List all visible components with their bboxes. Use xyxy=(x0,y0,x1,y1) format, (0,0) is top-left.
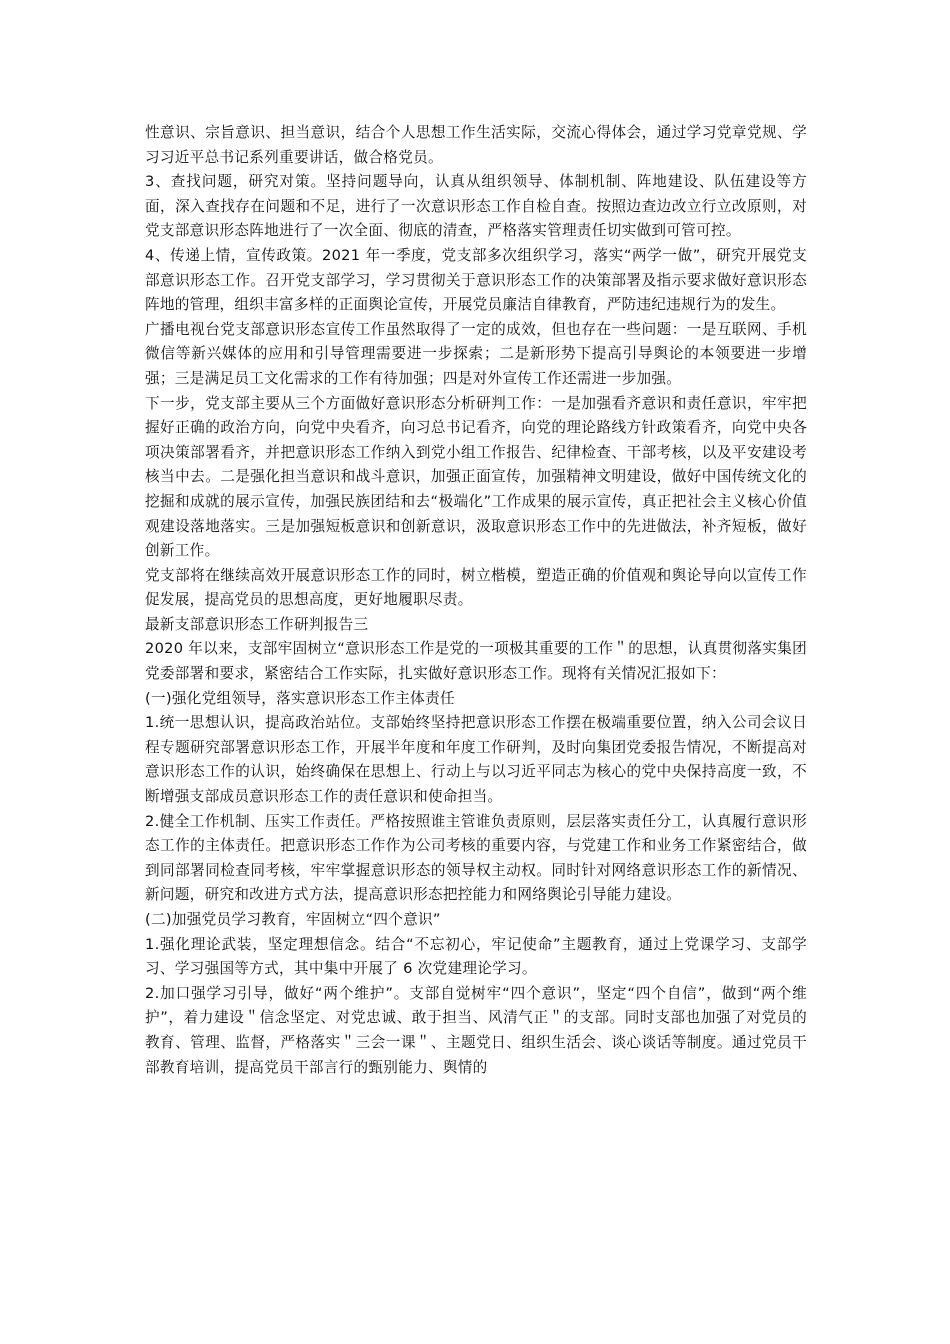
paragraph-existing-problems: 广播电视台党支部意识形态宣传工作虽然取得了一定的成效，但也存在一些问题：一是互联网、手机微信等新兴媒体的应用和引导管理需要进一步探索；二是新形势下提高引导舆论的本领要进一步增强；三是满足员工文化需求的工作有待加强；四是对外宣传工作还需进一步加强。 xyxy=(145,320,807,387)
paragraph-unify-thinking: 1.统一思想认识，提高政治站位。支部始终坚持把意识形态工作摆在极端重要位置，纳入公司会议日程专题研究部署意识形态工作，开展半年度和年度工作研判，及时向集团党委报告情况，不断提高对意识形态工作的认识，始终确保在思想上、行动上与以习近平同志为核心的党中央保持高度一致，不断增强支部成员意识形态工作的责任意识和使命担当。 xyxy=(145,714,807,806)
paragraph-next-steps: 下一步，党支部主要从三个方面做好意识形态分析研判工作：一是加强看齐意识和责任意识，牢牢把握好正确的政治方向，向党中央看齐，向习总书记看齐，向党的理论路线方针政策看齐，向党中央各项决策部署看齐，并把意识形态工作纳入到党小组工作报告、纪律检查、干部考核，以及平安建设考核当中去。二是强化担当意识和战斗意识，加强正面宣传，加强精神文明建设，做好中国传统文化的挖掘和成就的展示宣传，加强民族团结和去“极端化”工作成果的展示宣传，真正把社会主义核心价值观建设落地落实。三是加强短板意识和创新意识，汲取意识形态工作中的先进做法，补齐短板，做好创新工作。 xyxy=(145,394,807,560)
section-heading-one: (一)强化党组领导，落实意识形态工作主体责任 xyxy=(145,689,455,707)
paragraph-theory-study: 1.强化理论武装，坚定理想信念。结合“不忘初心，牢记使命”主题教育，通过上党课学习、支部学习、学习强国等方式，其中集中开展了 6 次党建理论学习。 xyxy=(145,935,807,978)
paragraph-publicize-policy: 4、传递上情，宣传政策。2021 年一季度，党支部多次组织学习，落实“两学一做”，研究开展党支部意识形态工作。召开党支部学习，学习贯彻关于意识形态工作的决策部署及指示要求做好意识形态阵地的管理，组织丰富多样的正面舆论宣传，开展党员廉洁自律教育，严防违纪违规行为的发生。 xyxy=(145,246,807,314)
paragraph-report-intro: 2020 年以来，支部牢固树立“意识形态工作是党的一项极其重要的工作＂的思想，认真贯彻落实集团党委部署和要求，紧密结合工作实际，扎实做好意识形态工作。现将有关情况汇报如下： xyxy=(145,640,807,683)
paragraph-conclusion: 党支部将在继续高效开展意识形态工作的同时，树立楷模，塑造正确的价值观和舆论导向以宣传工作促发展，提高党员的思想高度，更好地履职尽责。 xyxy=(145,566,807,609)
paragraph-party-awareness: 性意识、宗旨意识、担当意识，结合个人思想工作生活实际，交流心得体会，通过学习党章党规、学习习近平总书记系列重要讲话，做合格党员。 xyxy=(145,124,807,166)
paragraph-find-problems: 3、查找问题，研究对策。坚持问题导向，认真从组织领导、体制机制、阵地建设、队伍建设等方面，深入查找存在问题和不足，进行了一次意识形态工作自检自查。按照边查边改立行立改原则，对党支部意识形态阵地进行了一次全面、彻底的清查，严格落实管理责任切实做到可管可控。 xyxy=(145,173,807,240)
section-heading-two: (二)加强党员学习教育，牢固树立“四个意识” xyxy=(145,911,441,928)
report-three-title: 最新支部意识形态工作研判报告三 xyxy=(145,615,369,633)
document-page xyxy=(145,121,807,1080)
paragraph-work-mechanism: 2.健全工作机制、压实工作责任。严格按照谁主管谁负责原则，层层落实责任分工，认真履行意识形态工作的主体责任。把意识形态工作作为公司考核的重要内容，与党建工作和业务工作紧密结合，做到同部署同检查同考核，牢牢掌握意识形态的领导权主动权。同时针对网络意识形态工作的新情况、新问题，研究和改进方式方法，提高意识形态把控能力和网络舆论引导能力建设。 xyxy=(145,812,807,904)
paragraph-study-guidance: 2.加口强学习引导，做好“两个维护”。支部自觉树牢“四个意识”，坚定“四个自信”，做到“两个维护”，着力建设＂信念坚定、对党忠诚、敢于担当、风清气正＂的支部。同时支部也加强了对党员的教育、管理、监督，严格落实＂三会一课＂、主题党日、组织生活会、谈心谈话等制度。通过党员干部教育培训，提高党员干部言行的甄别能力、舆情的 xyxy=(145,984,807,1076)
